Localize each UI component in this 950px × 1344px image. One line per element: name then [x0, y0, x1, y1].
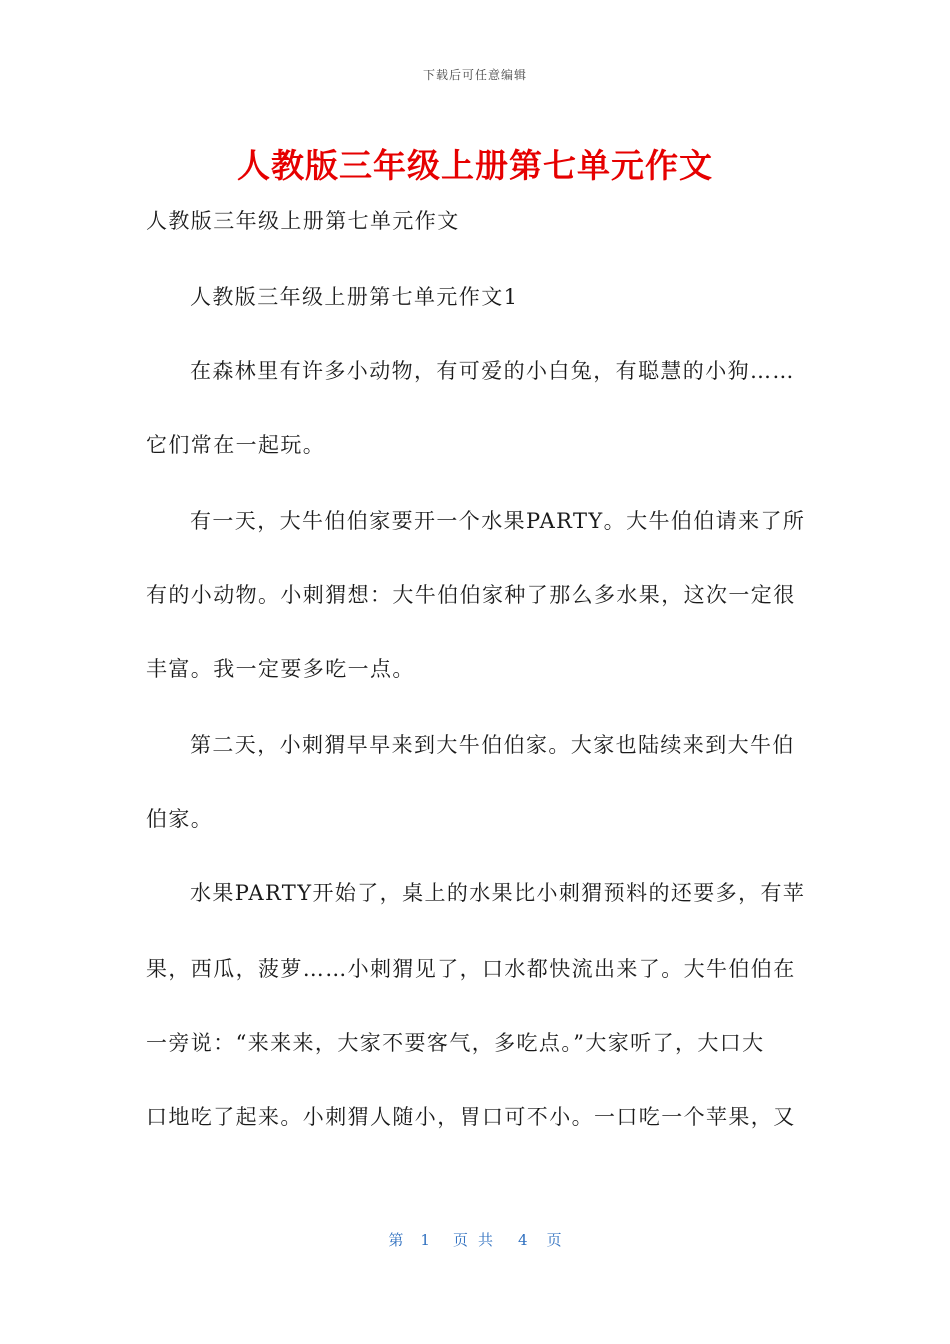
paragraph-line: 有的小动物。小刺猬想：大牛伯伯家种了那么多水果，这次一定很: [146, 583, 796, 607]
subtitle-line: 人教版三年级上册第七单元作文: [146, 209, 460, 233]
paragraph-line: 果，西瓜，菠萝……小刺猬见了，口水都快流出来了。大牛伯伯在: [146, 957, 796, 981]
paragraph-line: 在森林里有许多小动物，有可爱的小白兔，有聪慧的小狗……: [190, 359, 795, 383]
page-footer: [0, 1229, 950, 1250]
footer-middle: 页共: [452, 1231, 503, 1249]
paragraph-line: 伯家。: [146, 807, 214, 831]
footer-total-pages: 4: [518, 1231, 528, 1249]
paragraph-line: 口地吃了起来。小刺猬人随小，胃口可不小。一口吃一个苹果，又: [146, 1105, 796, 1129]
footer-page-number: 1: [420, 1231, 430, 1249]
footer-prefix: 第: [388, 1231, 404, 1249]
paragraph-line: 丰富。我一定要多吃一点。: [146, 657, 415, 681]
paragraph-line: 第二天，小刺猬早早来到大牛伯伯家。大家也陆续来到大牛伯: [190, 733, 795, 757]
header-note: 下载后可任意编辑: [422, 68, 527, 82]
paragraph-line: 一旁说：“来来来，大家不要客气，多吃点。”大家听了，大口大: [146, 1031, 765, 1055]
document-title: 人教版三年级上册第七单元作文: [237, 146, 713, 185]
paragraph-line: 它们常在一起玩。: [146, 433, 326, 457]
section-heading: 人教版三年级上册第七单元作文1: [190, 285, 519, 309]
paragraph-line: 水果PARTY开始了，桌上的水果比小刺猬预料的还要多，有苹: [190, 881, 806, 905]
footer-suffix: 页: [546, 1231, 562, 1249]
paragraph-line: 有一天，大牛伯伯家要开一个水果PARTY。大牛伯伯请来了所: [190, 509, 806, 533]
